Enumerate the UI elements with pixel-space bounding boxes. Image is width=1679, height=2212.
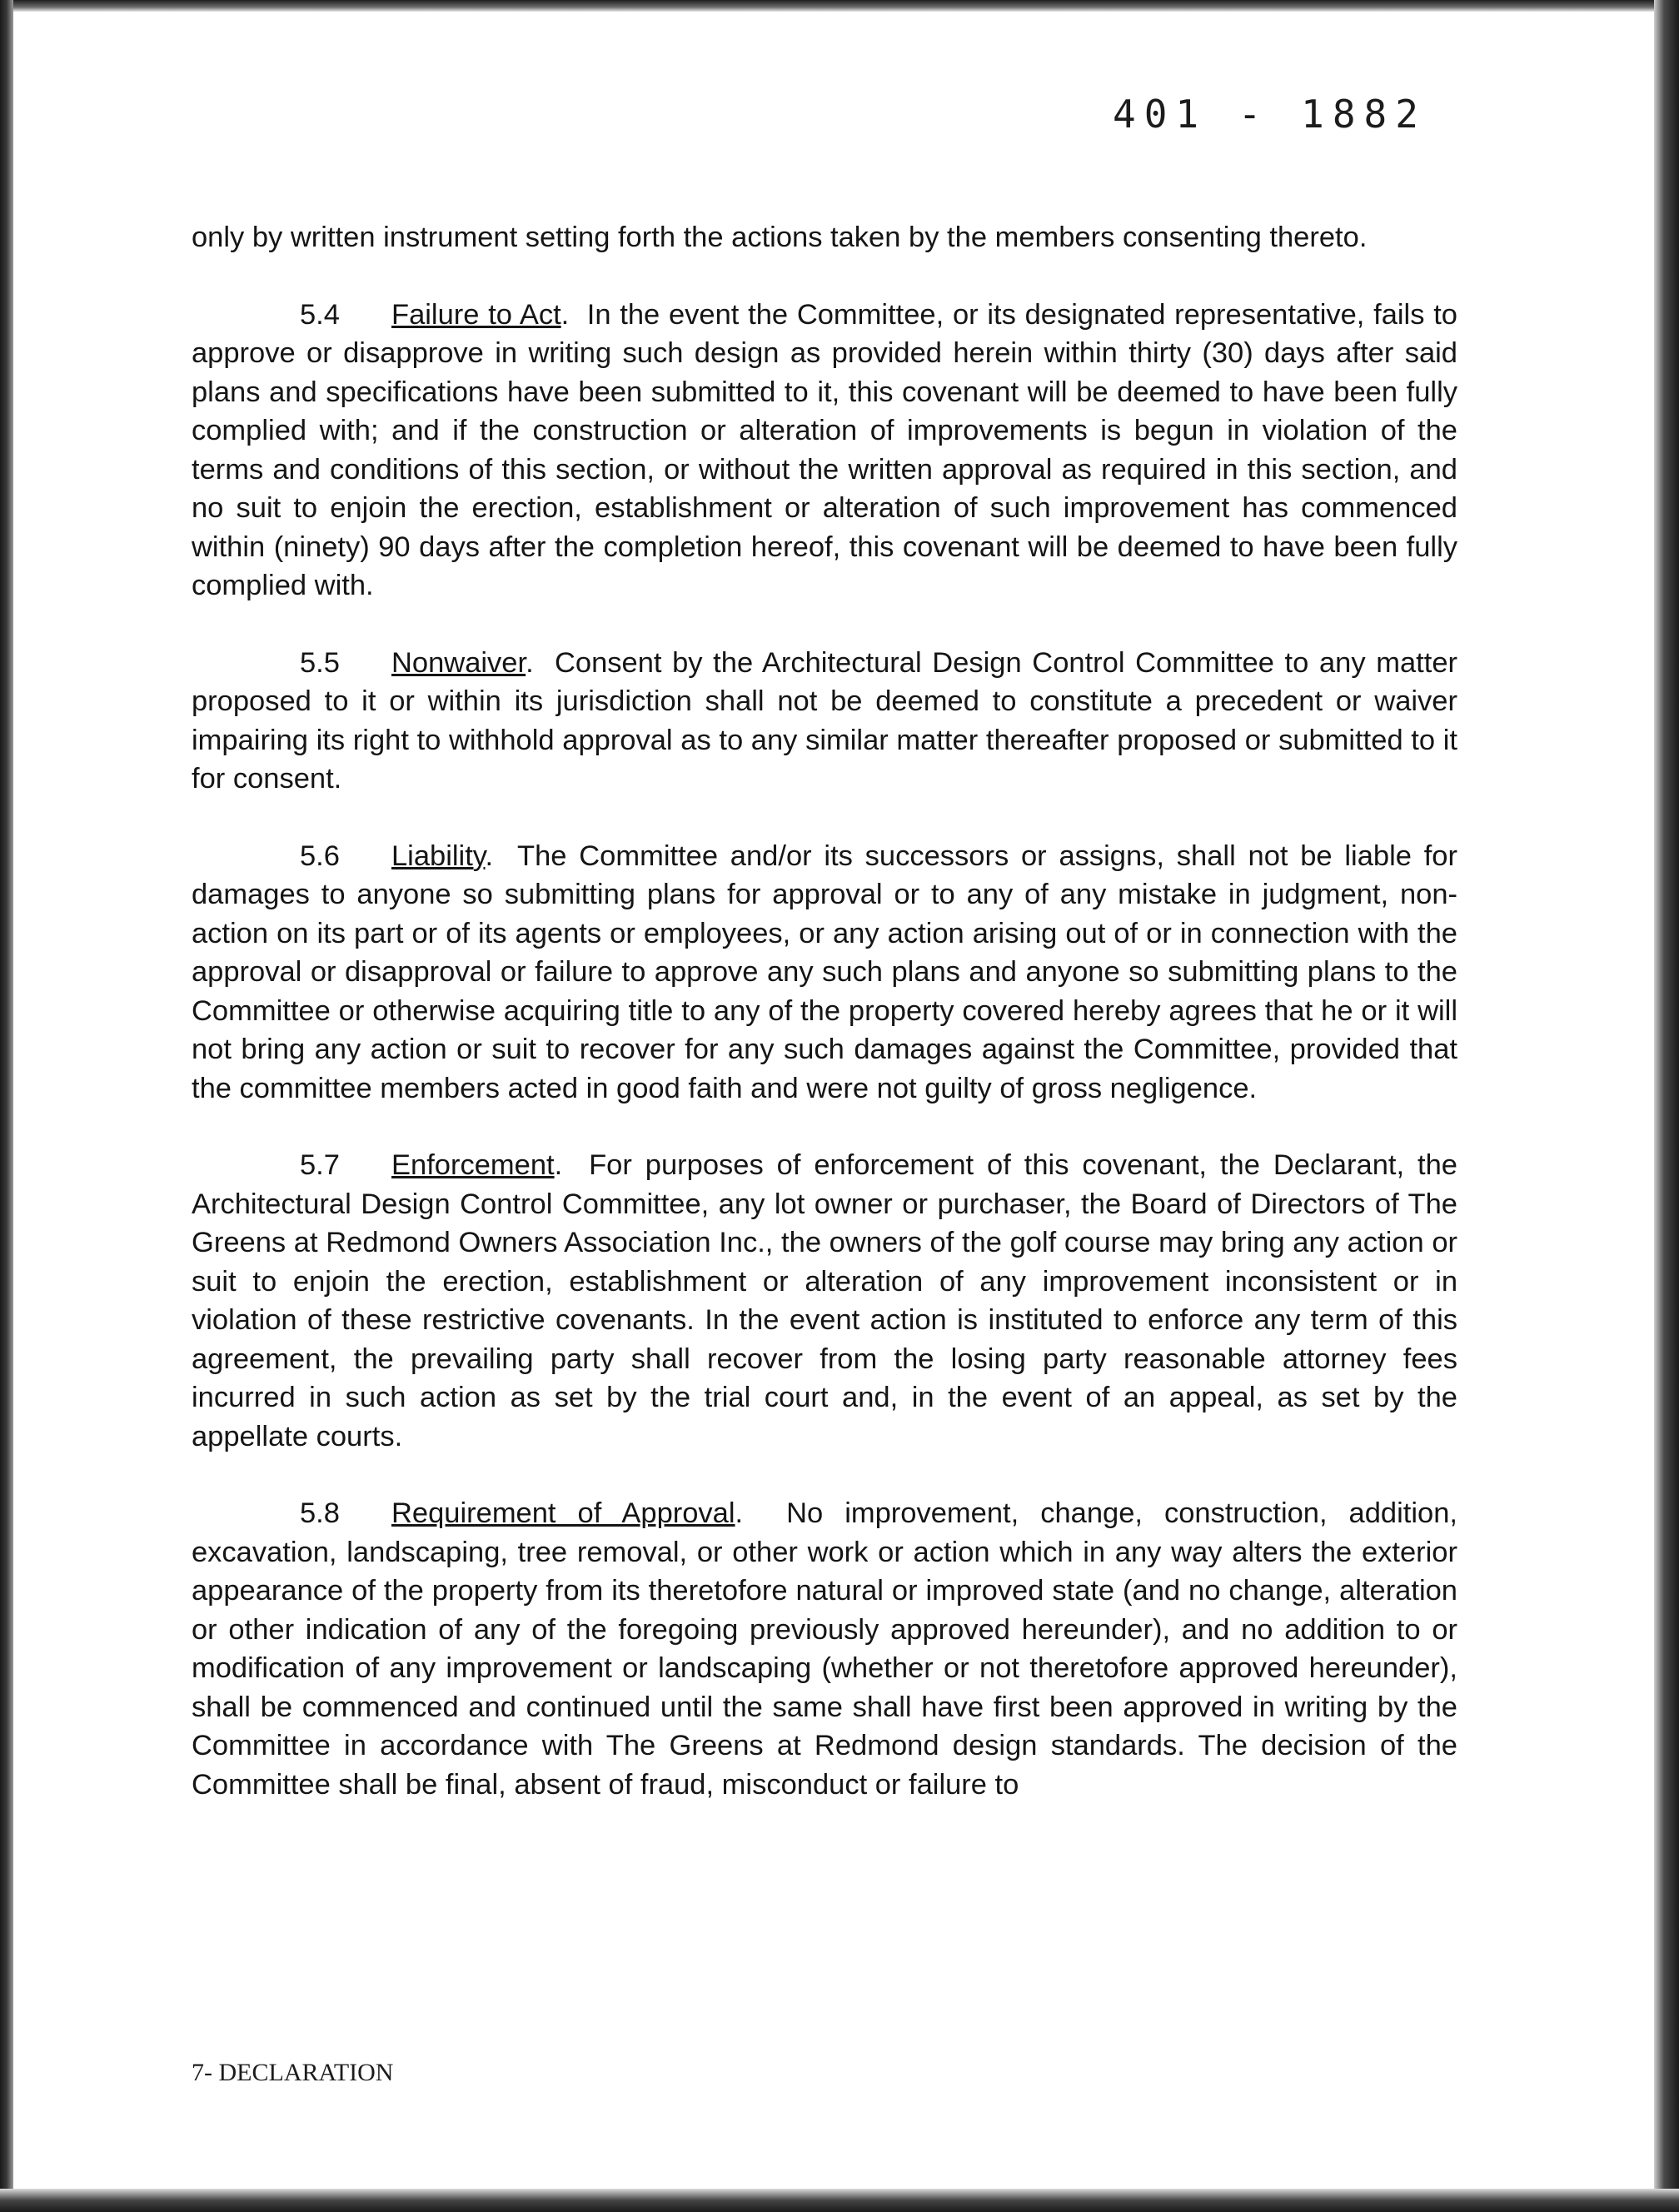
section-text: Consent by the Architectural Design Control Committee to any matter proposed to it or within its jurisdiction shall not be deemed to constitute a precedent or waiver impairing its right to withhold approval as to any similar matter thereafter proposed or submitted to it for consent. (192, 646, 1458, 795)
section-title: Nonwaiver (391, 646, 526, 679)
section-number: 5.5 (300, 646, 340, 679)
section-title: Requirement of Approval (391, 1497, 735, 1529)
page-footer: 7- DECLARATION (192, 2059, 394, 2086)
section-5-8: 5.8 Requirement of Approval. No improvement, change, construction, addition, excavation, landscaping, tree removal, or other work or action which in any way alters the exterior appearance of the property from its theretofore natural or improved state (and no change, alteration or other indication of any of the foregoing previously approved hereunder), and no addition to or modification of any improvement or landscaping (whether or not theretofore approved hereunder), shall be commenced and continued until the same shall have first been approved in writing by the Committee in accordance with The Greens at Redmond design standards. The decision of the Committee shall be final, absent of fraud, misconduct or failure to (192, 1494, 1457, 1804)
section-text: No improvement, change, construction, addition, excavation, landscaping, tree removal, or other work or action which in any way alters the exterior appearance of the property from its theretofore natural or improved state (and no change, alteration or other indication of any of the foregoing previously approved hereunder), and no addition to or modification of any improvement or landscaping (whether or not theretofore approved hereunder), shall be commenced and continued until the same shall have first been approved in writing by the Committee in accordance with The Greens at Redmond design standards. The decision of the Committee shall be final, absent of fraud, misconduct or failure to (192, 1497, 1457, 1801)
section-number: 5.8 (300, 1497, 340, 1529)
scan-border-right (1654, 0, 1679, 2212)
section-text: The Committee and/or its successors or assigns, shall not be liable for damages to anyone so submitting plans for approval or to any of any mistake in judgment, non-action on its part or of its agents or employees, or any action arising out of or in connection with the approval or disapproval or failure to approve any such plans and anyone so submitting plans to the Committee or otherwise acquiring title to any of the property covered hereby agrees that he or it will not bring any action or suit to recover for any such damages against the Committee, provided that the committee members acted in good faith and were not guilty of gross negligence. (192, 839, 1457, 1104)
section-text: In the event the Committee, or its designated representative, fails to approve or disapprove in writing such design as provided herein within thirty (30) days after said plans and specifications have been submitted to it, this covenant will be deemed to have been fully complied with; and if the construction or alteration of improvements is begun in violation of the terms and conditions of this section, or without the written approval as required in this section, and no suit to enjoin the erection, establishment or alteration of such improvement has commenced within (ninety) 90 days after the completion hereof, this covenant will be deemed to have been fully complied with. (192, 298, 1457, 601)
section-title: Enforcement (391, 1149, 555, 1181)
scan-border-bottom (0, 2189, 1679, 2212)
section-title: Liability (391, 839, 486, 872)
page-number-stamp: 401 - 1882 (1113, 92, 1427, 137)
section-5-5: 5.5 Nonwaiver. Consent by the Architectural Design Control Committee to any matter proposed to it or within its jurisdiction shall not be deemed to constitute a precedent or waiver impairing its right to withhold approval as to any similar matter thereafter proposed or submitted to it for consent. (192, 644, 1457, 799)
opening-paragraph: only by written instrument setting forth the actions taken by the members consenting thereto. (192, 222, 1368, 253)
section-number: 5.6 (300, 839, 340, 872)
section-number: 5.7 (300, 1149, 340, 1181)
scan-border-top (0, 0, 1679, 12)
section-number: 5.4 (300, 298, 340, 331)
scan-border-left (0, 0, 13, 2212)
document-body (192, 218, 1457, 1842)
section-text: For purposes of enforcement of this covenant, the Declarant, the Architectural Design Control Committee, any lot owner or purchaser, the Board of Directors of The Greens at Redmond Owners Association Inc., the owners of the golf course may bring any action or suit to enjoin the erection, establishment or alteration of any improvement inconsistent or in violation of these restrictive covenants. In the event action is instituted to enforce any term of this agreement, the prevailing party shall recover from the losing party reasonable attorney fees incurred in such action as set by the trial court and, in the event of an appeal, as set by the appellate courts. (192, 1149, 1457, 1452)
section-5-4: 5.4 Failure to Act. In the event the Committee, or its designated representative, fails to approve or disapprove in writing such design as provided herein within thirty (30) days after said plans and specifications have been submitted to it, this covenant will be deemed to have been fully complied with; and if the construction or alteration of improvements is begun in violation of the terms and conditions of this section, or without the written approval as required in this section, and no suit to enjoin the erection, establishment or alteration of such improvement has commenced within (ninety) 90 days after the completion hereof, this covenant will be deemed to have been fully complied with. (192, 296, 1457, 605)
section-title: Failure to Act (391, 298, 561, 331)
section-5-6: 5.6 Liability. The Committee and/or its successors or assigns, shall not be liable for damages to anyone so submitting plans for approval or to any of any mistake in judgment, non-action on its part or of its agents or employees, or any action arising out of or in connection with the approval or disapproval or failure to approve any such plans and anyone so submitting plans to the Committee or otherwise acquiring title to any of the property covered hereby agrees that he or it will not bring any action or suit to recover for any such damages against the Committee, provided that the committee members acted in good faith and were not guilty of gross negligence. (192, 837, 1457, 1108)
section-5-7: 5.7 Enforcement. For purposes of enforcement of this covenant, the Declarant, the Architectural Design Control Committee, any lot owner or purchaser, the Board of Directors of The Greens at Redmond Owners Association Inc., the owners of the golf course may bring any action or suit to enjoin the erection, establishment or alteration of any improvement inconsistent or in violation of these restrictive covenants. In the event action is instituted to enforce any term of this agreement, the prevailing party shall recover from the losing party reasonable attorney fees incurred in such action as set by the trial court and, in the event of an appeal, as set by the appellate courts. (192, 1146, 1457, 1456)
